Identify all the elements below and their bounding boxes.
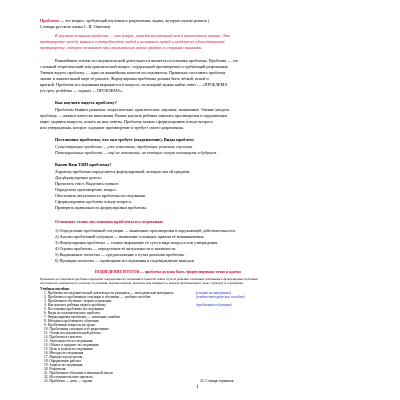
- para1-line: значит в значительной мере её решить. Формулировка проблемы должна быть чёткой, ясной и: [40, 76, 209, 81]
- list-item: 2. Проблемы и проблемные ситуации в обучении — учебное пособие: [44, 295, 151, 299]
- list-item: 17. Выводы и результаты: [44, 355, 83, 359]
- section2-line: или утверждения, которое содержит противоречие и требует своего разрешения.: [40, 125, 184, 130]
- list-item-link[interactable]: (учебно-методическое пособие): [196, 295, 245, 299]
- list-item: 22. Исследовательские проекты: [44, 375, 93, 379]
- list-item: 7. Формулировка проблемы — типичные ошибки: [44, 315, 120, 319]
- section4-line: Характер проблемы определяется формулировкой, которую мы ей придаём.: [55, 169, 191, 174]
- list-item: 24. Словарь терминов: [200, 379, 234, 383]
- section-heading: Постановка проблемы, что она требует (выдвижение). Виды проблем:: [55, 137, 195, 142]
- list-item: 23. Проблема — цель — задачи: [44, 379, 93, 383]
- intro-definition: — это вопрос, требующий изучения и разрешения; задача, которую нужно решить (: [58, 18, 210, 23]
- intro-italic-2: противоречие между знанием о потребностях людей и незнанием путей и средств их удовлетворения;: [40, 39, 226, 44]
- section2-line: мире, задавать вопросы, искать на них ответы. Проблему можно сформулировать в виде вопроса: [40, 119, 213, 124]
- section-heading: Основные этапы постановки проблемы исследования:: [55, 219, 164, 224]
- list-item: 21. Проблемное обучение в начальной школе: [44, 371, 114, 375]
- list-item: 20. Рефлексия: [44, 367, 66, 371]
- note-small-line: актуальность, конкретность, реальность решения, научная новизна, практическая значимость. Каждая проблема имеет свою структуру и содержание.: [40, 281, 244, 285]
- page-number: 1: [196, 385, 199, 390]
- section-heading: Как научить видеть проблему?: [55, 100, 117, 105]
- section5-line: 3) Формулировка проблемы — точное выражение её сути в виде вопроса или утверждения.: [55, 240, 219, 245]
- section5-line: 2) Анализ проблемной ситуации — выявление основных причин её возникновения.: [55, 234, 205, 239]
- list-item: 16. Методы исследования: [44, 351, 84, 355]
- section3-line: Существующие проблемы — уже известные, требующие решения, изучения.: [55, 144, 193, 149]
- section4-line: Прочитать текст. Выделить главное.: [55, 181, 120, 186]
- summary-note: ПОДВЕДЕНИЕ ИТОГОВ — проблема должна быть сформулирована точно и кратко: [95, 270, 242, 274]
- intro-italic-3: противоречие, которое возникает при столкновении нового факта со старыми знаниями.: [40, 45, 203, 50]
- section5-line: 1) Определение проблемной ситуации — выявление противоречия в окружающей действительности.: [55, 228, 236, 233]
- section4-line: Определить противоречие, вопрос.: [55, 187, 118, 192]
- section3-line: Потенциальные проблемы — ещё не возникшие, но которые могут возникнуть в будущем.: [55, 150, 218, 155]
- list-item: 5. Постановка проблемы исследования: [44, 307, 104, 311]
- intro-line-2: Словарь русского языка С. И. Ожегова).: [40, 24, 112, 29]
- list-item: 6. Виды исследовательских проблем: [44, 311, 100, 315]
- list-item: 1. Проблема исследовательской деятельности учащихся — методические материалы: [44, 291, 174, 295]
- section2-line: проблему — важное качество мышления. Важно научить ребёнка замечать противоречия в окружающем: [40, 113, 228, 118]
- list-heading: Учебные пособия:: [40, 287, 70, 291]
- list-item: 18. Оформление работы: [44, 359, 81, 363]
- section4-line: Для формулировки нужно:: [55, 175, 103, 180]
- section5-line: 6) Проверка гипотезы — проведение исследования и подтверждение выводов.: [55, 258, 195, 263]
- list-item: 12. Проблема и гипотеза: [44, 335, 82, 339]
- list-item: 10. Проблемная ситуация и её разрешение: [44, 327, 109, 331]
- section4-line: Проверить правильность формулировки проблемы.: [55, 205, 147, 210]
- section4-line: Сформулировать проблему в виде вопроса.: [55, 199, 133, 204]
- list-item-link[interactable]: (проблемное обучение): [196, 303, 232, 307]
- list-item: 11. Этапы исследовательской работы: [44, 331, 101, 335]
- section5-line: 4) Оценка проблемы — определение её актуальности и значимости.: [55, 246, 177, 251]
- list-item: 19. Защита исследования: [44, 363, 83, 367]
- list-item-link[interactable]: (ссылка на материалы): [196, 291, 231, 295]
- para1-line: сложный теоретический или практический вопрос, содержащий противоречие и требующий разрешения.: [40, 64, 229, 69]
- list-item: 4. Как научить ребёнка видеть проблему: [44, 303, 106, 307]
- para1-line: краткой. Проблема исследования выражается в вопросе, на который нужно найти ответ — «ПРОБЛЕМА: [40, 82, 228, 87]
- section5-line: 5) Выдвижение гипотезы — предположение о путях решения проблемы.: [55, 252, 185, 257]
- para1-line: Важнейшим этапом исследовательской деятельности является постановка проблемы. Проблема — это: [55, 58, 239, 63]
- intro-italic-1: В научном познании проблема — это вопрос, ответа на который нет в накопленном знании. Это: [55, 33, 230, 38]
- section4-line: Обосновать актуальность проблемы исследования.: [55, 193, 146, 198]
- intro-line-1: [40, 18, 370, 23]
- list-item: 3. Проблемное обучение: теория и практика: [44, 299, 112, 303]
- list-item: 13. Актуальность исследования: [44, 339, 93, 343]
- para1-line: (от греч. problema — задача) — ПРОБЛЕМА».: [40, 88, 124, 93]
- section2-line: Проблемы бывают разными: теоретические, практические, научные, жизненные. Умение увидеть: [55, 107, 230, 112]
- para1-line: Умение видеть проблему — одно из важнейших качеств исследователя. Правильно поставить проблему: [40, 70, 226, 75]
- list-item: 9. Проблемные вопросы на уроке: [44, 323, 96, 327]
- list-item: 8. Методика проблемного обучения: [44, 319, 99, 323]
- list-item: 15. Цель и задачи исследования: [44, 347, 93, 351]
- section-heading: Каков Ваш ТИП проблемы?: [55, 162, 112, 167]
- list-item: 14. Объект и предмет исследования: [44, 343, 99, 347]
- intro-term: Проблема: [40, 18, 59, 23]
- note-small-line: Правильно поставленная проблема определяет направление исследования и помогает найти пути её решения. Основные требования к формулировке проблемы:: [40, 277, 259, 281]
